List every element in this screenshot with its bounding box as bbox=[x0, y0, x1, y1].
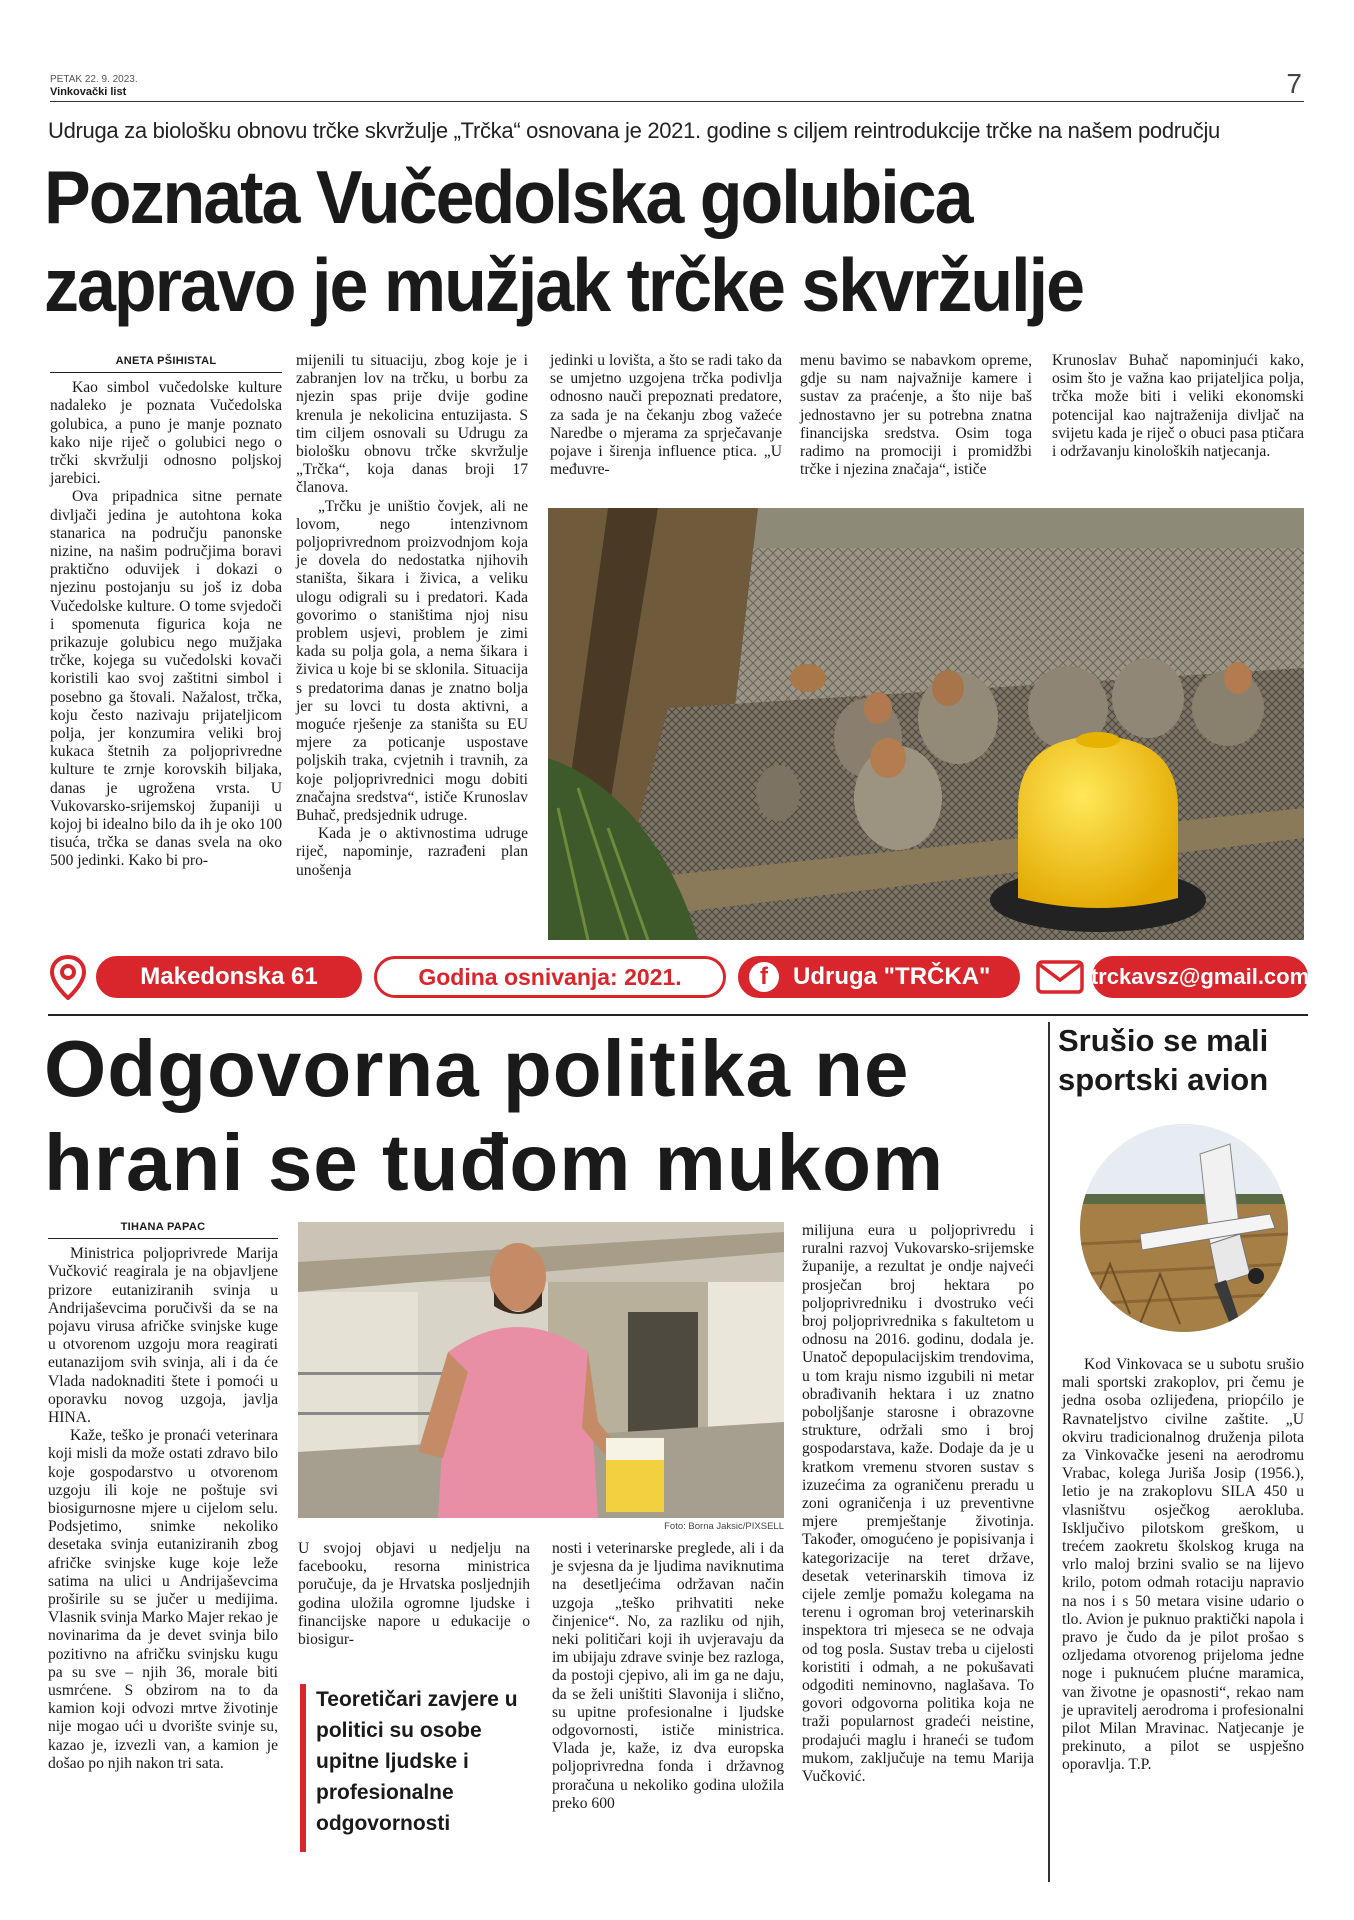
paragraph: menu bavimo se nabavkom opreme, gdje su nam najvažnije kamere i sustav za praćenje, a što nije baš jednostavno jer su potrebna znatna financijska sredstva. Osim toga radimo na promociji i promidžbi trčke i njezina značaja“, ističe bbox=[800, 352, 1032, 479]
paragraph: U svojoj objavi u nedjelju na facebooku, resorna ministrica poručuje, da je Hrvatska posljednjih godina uložila ogromne ljudske i financijske napore u edukacije o biosigur- bbox=[298, 1540, 530, 1649]
partridge-enclosure-illustration bbox=[548, 508, 1304, 940]
article-column-3 bbox=[550, 352, 782, 479]
pull-quote-text: Teoretičari zavjere u politici su osobe upitne ljudske i profesionalne odgovornosti bbox=[316, 1688, 518, 1835]
article-2-column-1 bbox=[48, 1218, 278, 1773]
article-headline-line-1: Poznata Vučedolska golubica bbox=[44, 155, 972, 240]
paragraph: „Trčku je uništio čovjek, ali ne lovom, nego intenzivnom poljoprivrednom proizvodnjom koja je dovela do nedostatka njihovih staništa, šikara i živica, a veliku ulogu odigrali su i predatori. Kada govorimo o staništima njoj nisu problem usjevi, problem je zimi kada su polja gola, a nema šikara i živica u koje bi se sklonila. Situacija s predatorima danas je znatno bolja jer su lovci tu dosta aktivni, a moguće rješenje za staništa su EU mjere za poticanje uspostave poljskih traka, cvjetnih i travnih, za koje poljoprivrednici mogu dobiti značajna sredstva“, ističe Krunoslav Buhač, predsjednik udruge. bbox=[296, 497, 528, 825]
pull-quote-rule bbox=[300, 1684, 306, 1852]
feed-bag bbox=[606, 1438, 664, 1512]
paragraph: jedinki u lovišta, a što se radi tako da se umjetno uzgojena trčka podivlja odnosno nauči prepoznati predatore, za sada je na čekanju zbog važeće Naredbe o mjerama za sprječavanje pojave i širenja influence ptica. „U međuvre- bbox=[550, 352, 782, 479]
article-2-headline-line-1: Odgovorna politika ne bbox=[44, 1024, 910, 1113]
pull-quote bbox=[300, 1684, 530, 1854]
article-2-column-2 bbox=[298, 1540, 530, 1649]
facebook-label: Udruga "TRČKA" bbox=[793, 963, 991, 990]
sidebar-headline-line-1: Srušio se mali bbox=[1058, 1023, 1269, 1058]
article-2-headline-line-2: hrani se tuđom mukom bbox=[44, 1118, 945, 1207]
plane-crash-photo bbox=[1080, 1124, 1288, 1332]
paragraph: nosti i veterinarske preglede, ali i da je svjesna da je ljudima naviknutima na desetljećima održavan način uzgoja „teško prihvatiti neke činjenice“. No, za razliku od njih, neki političari koji ih uvjeravaju da im ubijaju zdrave svinje bez razloga, da postoji cjepivo, ali im ga ne daju, da se želi uništiti Slavonija i slično, su upitne profesionalne i ljudske odgovornosti, ističe ministrica. Vlada je, kaže, iz dva europska poljoprivredna fonda i državnog proračuna u nekoliko godina uložila preko 600 bbox=[552, 1540, 784, 1812]
article-column-2 bbox=[296, 352, 528, 880]
section-divider bbox=[48, 1014, 1308, 1016]
header-rule bbox=[50, 101, 1304, 102]
farmer-photo bbox=[298, 1222, 784, 1518]
byline: ANETA PŠIHISTAL bbox=[50, 352, 282, 373]
article-kicker: Udruga za biološku obnovu trčke skvržulje „Trčka“ osnovana je 2021. godine s ciljem reintrodukcije trčke na našem području bbox=[48, 118, 1220, 143]
article-2-column-4 bbox=[802, 1222, 1034, 1786]
page-date: PETAK 22. 9. 2023. bbox=[50, 74, 138, 85]
publication-name: Vinkovački list bbox=[50, 86, 127, 98]
photo-credit: Foto: Borna Jaksic/PIXSELL bbox=[664, 1521, 784, 1532]
paragraph: Ministrica poljoprivrede Marija Vučković reagirala je na objavljene prizore eutaniziranih svinja u Andrijaševcima poručivši da se na pojavu virusa afričke svinjske kuge u otvorenom uzgoju mora reagirati eutanazijom svih svinja, ali i da će Vlada nadoknaditi štete i pomoći u oporavku novog uzgoja, javlja HINA. bbox=[48, 1245, 278, 1427]
founded-badge: Godina osnivanja: 2021. bbox=[374, 956, 726, 998]
article-column-1 bbox=[50, 352, 282, 871]
address-badge: Makedonska 61 bbox=[96, 956, 362, 998]
byline: TIHANA PAPAC bbox=[48, 1218, 278, 1239]
paragraph: Kaže, teško je pronaći veterinara koji misli da može ostati zdravo bilo koje gospodarstvo u otvorenom uzgoju ili koje ne poštuje svi biosigurnosne mjere u cijelom selu. Podsjetimo, snimke nekoliko desetaka svinja eutaniziranih zbog afričke svinjske kuge koje leže satima na ulici u Andrijaševcima proširile su se jučer u medijima. Vlasnik svinja Marko Majer rekao je novinarima da je devet svinja bilo pozitivno na afričku svinjsku kugu pa su sve – njih 36, morale biti usmrćene. S obzirom na to da kamion koji odvozi mrtve životinje nije mogao ući u dvorište svinje su, kazao je, izvezli van, a kamion je došao po njih nakon tri sata. bbox=[48, 1427, 278, 1772]
paragraph: milijuna eura u poljoprivredu i ruralni razvoj Vukovarsko-srijemske županije, a rezultat je ondje najveći prosječan broj hektara po poljoprivredniku i dvostruko veći broj poljoprivrednika s fakultetom u odnosu na 2016. godinu, dodala je. Unatoč depopulacijskim trendovima, u tom kraju nismo izgubili ni metar obrađivanih hektara i uz znatno poboljšanje starosne i obrazovne strukture, održali smo i broj gospodarstava, kaže. Dodaje da je u kratkom vremenu stvoren sustav s izuzećima za ograničenu preradu u zoni ograničenja i uz preventivne mjere premještanje životinja. Također, omogućeno je popisivanja i kategorizacije na teret države, desetak veterinarskih timova iz cijele zemlje pomažu kolegama na terenu i ogroman broj veterinarskih inspektora tri mjeseca se ne odvaja od tog posla. Sustav treba u cijelosti koristiti i odmah, a ne pokušavati odgoditi neminovno, naglašava. To govori odgovorna politika koja ne traži popularnost gradeći neistine, prodajući maglu i hraneći se tuđom mukom, zaključuje na temu Marija Vučković. bbox=[802, 1222, 1034, 1786]
partridge-photo bbox=[548, 508, 1304, 940]
article-2-column-3 bbox=[552, 1540, 784, 1813]
email-badge: trckavsz@gmail.com bbox=[1092, 956, 1308, 998]
facebook-icon: f bbox=[749, 962, 779, 992]
article-column-5 bbox=[1052, 352, 1304, 461]
paragraph: Krunoslav Buhač napominjući kako, osim što je važna kao prijateljica polja, trčka može biti i veliki ekonomski potencijal kao najtraženija divljač na svijetu kada je riječ o obuci pasa ptičara i održavanju kinoloških natjecanja. bbox=[1052, 352, 1304, 461]
paragraph: Kao simbol vučedolske kulture nadaleko je poznata Vučedolska golubica, a puno je manje poznato kako nije riječ o golubici nego o trčki skvržulji odnosno poljskoj jarebici. bbox=[50, 379, 282, 488]
envelope-icon bbox=[1036, 960, 1084, 994]
sidebar-headline-line-2: sportski avion bbox=[1058, 1062, 1269, 1097]
info-bar bbox=[48, 954, 1308, 1000]
sidebar-rule bbox=[1048, 1022, 1050, 1882]
paragraph: Kada je o aktivnostima udruge riječ, napominje, razrađeni plan unošenja bbox=[296, 825, 528, 879]
paragraph: Kod Vinkovaca se u subotu srušio mali sportski zrakoplov, pri čemu je jedna osoba ozlijeđena, priopćilo je Ravnateljstvo civilne zaštite. „U okviru tradicionalnog druženja pilota za Vinkovačke jeseni na aerodromu Vrabac, kolega Juriša Josip (1956.), letio je na zrakoplovu SILA 450 u vlasništvu osječkog aerokluba. Isključivo pilotskom greškom, u trećem zaokretu školskog kruga na vrlo maloj brzini svalio se na lijevo krilo, potom odmah rotaciju napravio na nos i s 50 metara visine udario o tlo. Avion je puknuo praktički napola i pravo je čudo da je pilot prošao s ozljedama otvorenog prijeloma jedne noge i puknućem plućne maramica, van životne je opasnosti“, rekao nam je upravitelj aerodroma i profesionalni pilot Milan Mravinac. Natjecanje je prekinuto, a pilot se uspješno oporavlja. T.P. bbox=[1062, 1356, 1304, 1774]
article-column-4 bbox=[800, 352, 1032, 479]
article-headline-line-2: zapravo je mužjak trčke skvržulje bbox=[44, 243, 1083, 328]
page-number: 7 bbox=[1286, 68, 1302, 99]
location-pin-icon bbox=[48, 954, 88, 1000]
paragraph: mijenili tu situaciju, zbog koje je i zabranjen lov na trčku, u borbu za njezin spas prije dvije godine krenula je nekolicina entuzijasta. S tim ciljem osnovali su Udrugu za biološku obnovu trčke skvržulje „Trčka“, koja danas broji 17 članova. bbox=[296, 352, 528, 497]
paragraph: Ova pripadnica sitne pernate divljači jedina je autohtona koka stanarica na području panonske nizine, na našim područjima boravi praktično oduvijek i dokazi o njezinu postojanju su još iz doba Vučedolske kulture. O tome svjedoči i spomenuta figurica koja ne prikazuje golubicu nego mužjaka trčke, kojega su vučedolski kovači koristili kao svoj zaštitni simbol i posebno ga štovali. Nažalost, trčka, koju često nazivaju prijateljicom polja, jer konzumira veliki broj kukaca štetnih za poljoprivredne kulture te zrnje korovskih biljaka, danas je ugrožena vrsta. U Vukovarsko-srijemskoj županiji u kojoj bi idealno bilo da ih je oko 100 tisuća, trčka se danas svela na oko 500 jedinki. Kako bi pro- bbox=[50, 488, 282, 870]
sidebar-body bbox=[1062, 1356, 1304, 1775]
facebook-badge bbox=[738, 956, 1020, 998]
